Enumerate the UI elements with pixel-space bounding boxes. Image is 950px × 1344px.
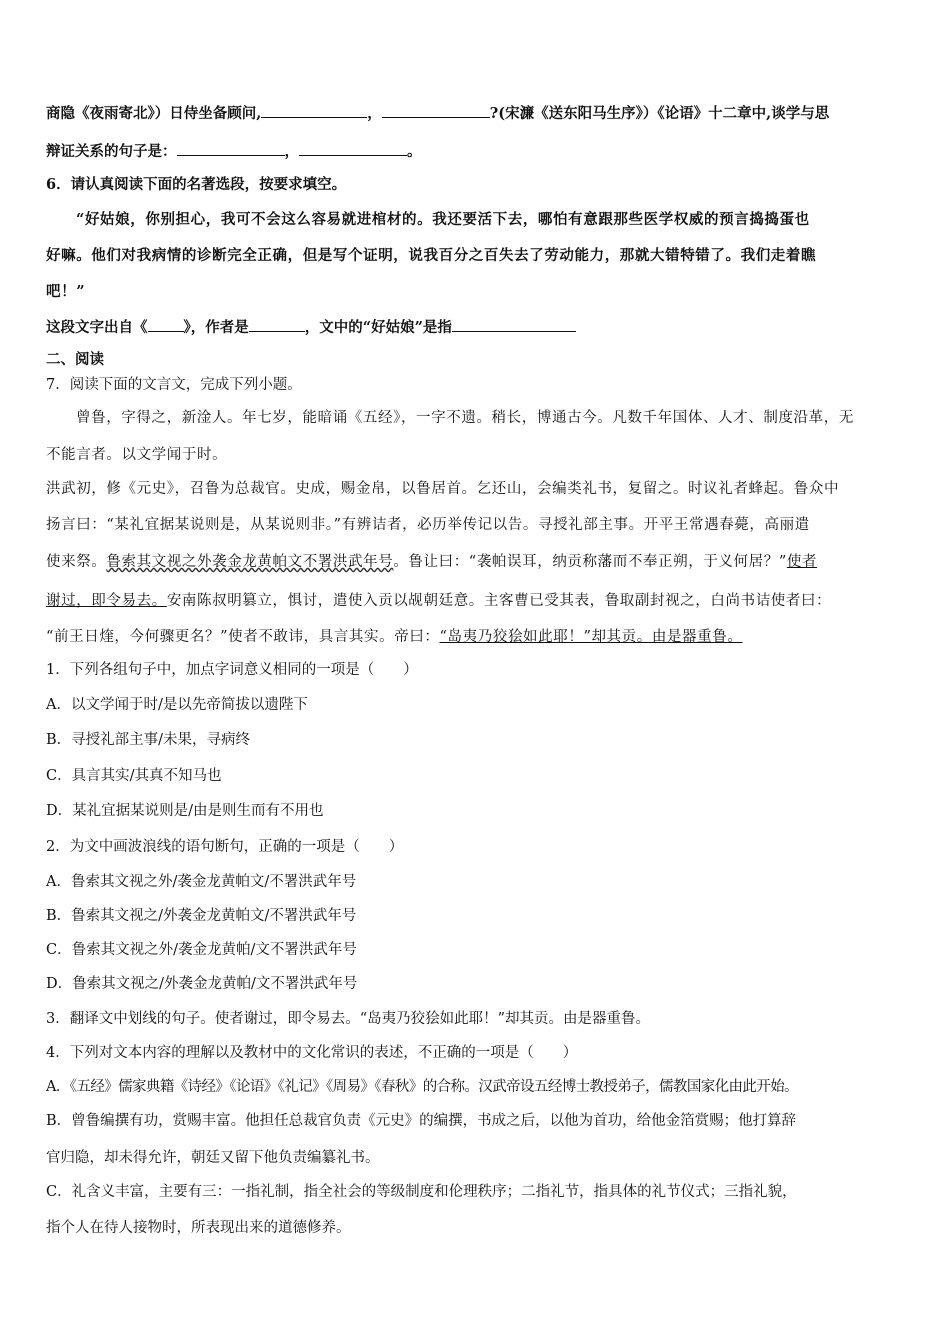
q6-fill-line [46,317,906,338]
answer-blank[interactable] [299,141,407,156]
option-line[interactable]: A．以文学闻于时/是以先帝简拔以遗陛下 [46,697,308,713]
text: 商隐《夜雨寄北》）日侍坐备顾问, [46,105,262,122]
text: 安南陈叔明篡立，惧讨，遣使入贡以觇朝廷意。主客曹已受其表，鲁取副封视之，白尚书诘使者曰： [166,593,832,609]
q6-passage-line: “好姑娘，你别担心，我可不会这么容易就进棺材的。我还要活下去，哪怕有意跟那些医学权威的预言捣捣蛋也 [76,211,810,228]
question-line: 3．翻译文中划线的句子。使者谢过，即令易去。“岛夷乃狡狯如此耶！”却其贡。由是器重鲁。 [46,1011,651,1027]
underlined-sentence: 谢过，即令易去。 [46,593,167,609]
underlined-sentence: “岛夷乃狡狯如此耶！”却其贡。由是器重鲁。 [439,629,743,645]
text: 这段文字出自《 [46,319,148,336]
answer-blank[interactable] [177,141,285,156]
q6-title: 6．请认真阅读下面的名著选段，按要求填空。 [46,176,347,193]
option-line[interactable]: D．鲁索其文视之/外袭金龙黄帕/文不署洪武年号 [46,976,358,992]
option-line[interactable]: C．鲁索其文视之外/袭金龙黄帕/文不署洪武年号 [46,942,357,958]
text: 辩证关系的句子是： [46,143,177,160]
question-line: 4．下列对文本内容的理解以及教材中的文化常识的表述，不正确的一项是（ ） [46,1045,578,1061]
classical-text-line: 不能言者。以文学闻于时。 [46,447,228,463]
q7-title: 7．阅读下面的文言文，完成下列小题。 [46,377,302,393]
wavy-underlined-sentence: 鲁索其文视之外袭金龙黄帕文不署洪武年号 [106,554,394,570]
classical-text-line: 洪武初，修《元史》，召鲁为总裁官。史成，赐金帛，以鲁居首。乞还山，会编类礼书，复留之。时议礼者蜂起。鲁众中 [46,481,840,497]
option-line[interactable]: B．曾鲁编撰有功，赏赐丰富。他担任总裁官负责《元史》的编撰，书成之后，以他为首功，给他金箔赏赐；他打算辞 [46,1113,797,1129]
separator: ， [284,143,299,160]
section-heading: 二、阅读 [46,351,104,368]
option-line[interactable]: B．寻授礼部主事/未果，寻病终 [46,732,251,748]
option-line-continued: 指个人在待人接物时，所表现出来的道德修养。 [46,1220,351,1236]
option-line[interactable]: A．鲁索其文视之外/袭金龙黄帕文/不署洪武年号 [46,874,357,890]
q6-passage-line: 吧！” [46,283,86,300]
classical-text-line [46,552,906,572]
classical-text-line [46,591,906,611]
question-line: 1．下列各组句子中，加点字词意义相同的一项是（ ） [46,662,418,678]
option-line[interactable]: D．某礼宜据某说则是/由是则生而有不用也 [46,803,324,819]
text: ?(宋濂《送东阳马生序》）《论语》十二章中,谈学与思 [489,105,830,122]
answer-blank[interactable] [382,103,490,118]
separator: ， [367,105,382,122]
text: ，文中的“好姑娘”是指 [304,319,452,336]
question-line: 2．为文中画波浪线的语句断句，正确的一项是（ ） [46,839,404,855]
classical-text-line: 曾鲁，字得之，新淦人。年七岁，能暗诵《五经》，一字不遗。稍长，博通古今。凡数千年国体、人才、制度沿革，无 [76,410,854,426]
author-blank[interactable] [249,317,305,332]
option-line[interactable]: A．《五经》儒家典籍《诗经》《论语》《礼记》《周易》《春秋》的合称。汉武帝设五经博士教授弟子，儒教国家化由此开始。 [46,1079,799,1095]
poem-fill-line-1 [46,103,906,124]
underlined-sentence: 使者 [786,554,818,570]
classical-text-line: 扬言曰：“某礼宜据某说则是，从某说则非。”有辨诘者，必历举传记以告。寻授礼部主事。开平王常遇春薨，高丽遣 [46,517,810,533]
q6-passage-line: 好嘛。他们对我病情的诊断完全正确，但是写个证明，说我百分之百失去了劳动能力，那就大错特错了。我们走着瞧 [46,247,817,264]
answer-blank[interactable] [261,103,367,118]
classical-text-line [46,627,906,647]
poem-fill-line-2 [46,141,906,162]
option-line[interactable]: C．具言其实/其真不知马也 [46,768,222,784]
text: 。鲁让曰：“袭帕误耳，纳贡称藩而不奉正朔，于义何居？” [393,554,787,570]
text: “前王日煃，今何骤更名？”使者不敢讳，具言其实。帝曰： [46,629,440,645]
option-line-continued: 官归隐，却未得允许，朝廷又留下他负责编纂礼书。 [46,1150,380,1166]
period: 。 [407,143,422,160]
option-line[interactable]: B．鲁索其文视之/外袭金龙黄帕文/不署洪武年号 [46,908,357,924]
text: 》，作者是 [183,319,249,336]
option-line[interactable]: C．礼含义丰富，主要有三：一指礼制，指全社会的等级制度和伦理秩序；二指礼节，指具体的礼节仪式；三指礼貌， [46,1184,797,1200]
book-title-blank[interactable] [148,317,184,332]
text: 使来祭。 [46,554,107,570]
girl-blank[interactable] [452,317,576,332]
